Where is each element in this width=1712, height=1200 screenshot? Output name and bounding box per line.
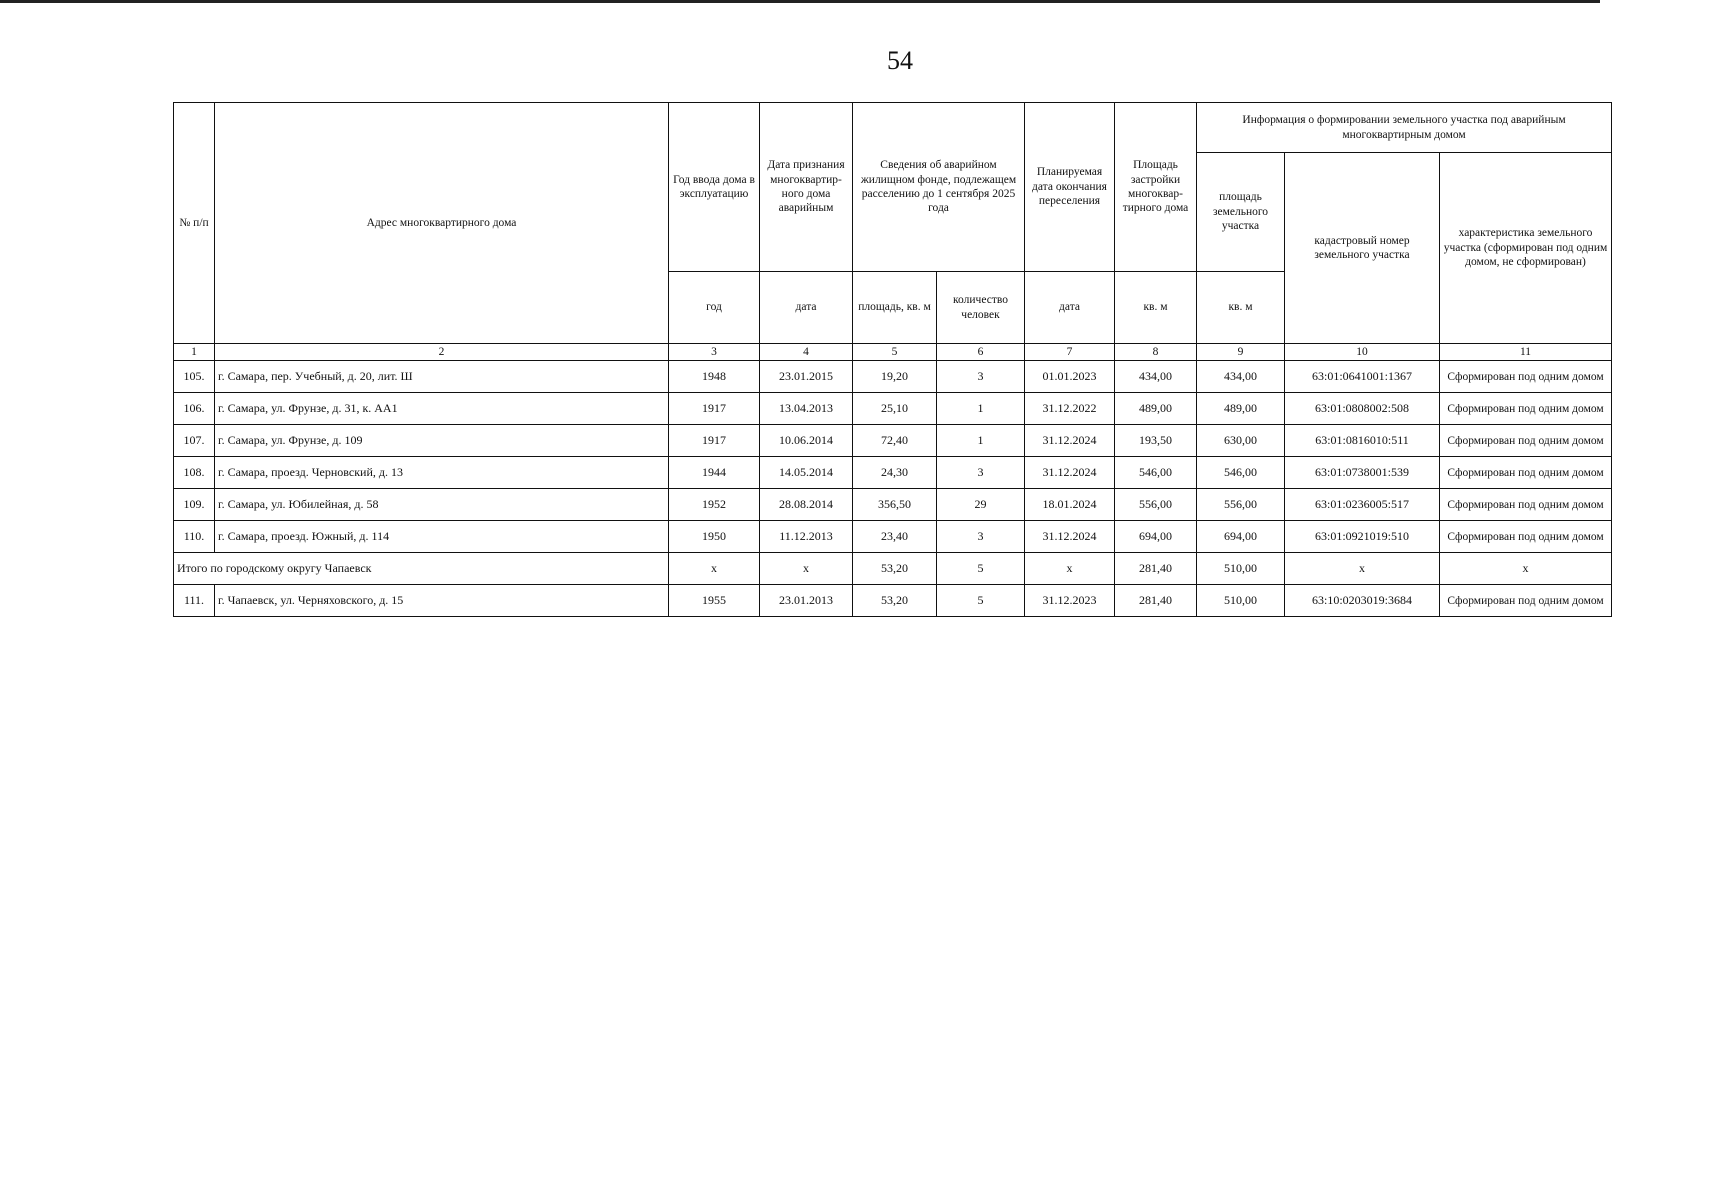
row-area: 19,20 xyxy=(853,361,937,393)
header-built-area: Площадь застройки многоквар-тирного дома xyxy=(1115,103,1197,272)
header-no: № п/п xyxy=(174,103,215,344)
column-number-row xyxy=(174,344,1612,361)
table-row xyxy=(174,393,1612,425)
row-year: 1948 xyxy=(669,361,760,393)
row-people: 1 xyxy=(937,393,1025,425)
header-land-info: Информация о формировании земельного участка под аварийным многоквартирным домом xyxy=(1197,103,1612,153)
header-unit-land-area: кв. м xyxy=(1197,272,1285,344)
column-number: 2 xyxy=(215,344,669,361)
column-number: 3 xyxy=(669,344,760,361)
header-year-in-service: Год ввода дома в эксплуатацию xyxy=(669,103,760,272)
row-land-area: 630,00 xyxy=(1197,425,1285,457)
header-unit-year: год xyxy=(669,272,760,344)
header-unit-built-area: кв. м xyxy=(1115,272,1197,344)
row-address: г. Самара, проезд. Черновский, д. 13 xyxy=(215,457,669,489)
row-land-area: 694,00 xyxy=(1197,521,1285,553)
row-cadastral: 63:01:0816010:511 xyxy=(1285,425,1440,457)
row-built-area: 193,50 xyxy=(1115,425,1197,457)
total-people: 5 xyxy=(937,553,1025,585)
table-row xyxy=(174,521,1612,553)
column-number: 6 xyxy=(937,344,1025,361)
header-cadastral: кадастровый номер земельного участка xyxy=(1285,153,1440,344)
row-people: 29 xyxy=(937,489,1025,521)
header-unit-area: площадь, кв. м xyxy=(853,272,937,344)
row-address: г. Самара, ул. Юбилейная, д. 58 xyxy=(215,489,669,521)
row-land-area: 510,00 xyxy=(1197,585,1285,617)
header-land-area: площадь земельного участка xyxy=(1197,153,1285,272)
row-characteristic: Сформирован под одним домом xyxy=(1440,361,1612,393)
column-number: 5 xyxy=(853,344,937,361)
row-year: 1917 xyxy=(669,393,760,425)
header-unit-planned-date: дата xyxy=(1025,272,1115,344)
row-area: 356,50 xyxy=(853,489,937,521)
total-characteristic: х xyxy=(1440,553,1612,585)
row-area: 25,10 xyxy=(853,393,937,425)
total-row xyxy=(174,553,1612,585)
row-recognition-date: 11.12.2013 xyxy=(760,521,853,553)
row-cadastral: 63:01:0641001:1367 xyxy=(1285,361,1440,393)
row-planned-date: 31.12.2024 xyxy=(1025,521,1115,553)
row-recognition-date: 10.06.2014 xyxy=(760,425,853,457)
row-number: 111. xyxy=(174,585,215,617)
row-built-area: 546,00 xyxy=(1115,457,1197,489)
row-land-area: 434,00 xyxy=(1197,361,1285,393)
row-characteristic: Сформирован под одним домом xyxy=(1440,393,1612,425)
row-address: г. Самара, ул. Фрунзе, д. 109 xyxy=(215,425,669,457)
table-row xyxy=(174,361,1612,393)
row-recognition-date: 13.04.2013 xyxy=(760,393,853,425)
row-cadastral: 63:01:0738001:539 xyxy=(1285,457,1440,489)
row-cadastral: 63:01:0808002:508 xyxy=(1285,393,1440,425)
row-area: 23,40 xyxy=(853,521,937,553)
column-number: 9 xyxy=(1197,344,1285,361)
table-row xyxy=(174,585,1612,617)
row-characteristic: Сформирован под одним домом xyxy=(1440,425,1612,457)
row-address: г. Самара, проезд. Южный, д. 114 xyxy=(215,521,669,553)
row-built-area: 556,00 xyxy=(1115,489,1197,521)
total-planned-date: х xyxy=(1025,553,1115,585)
total-recognition-date: х xyxy=(760,553,853,585)
row-cadastral: 63:10:0203019:3684 xyxy=(1285,585,1440,617)
row-characteristic: Сформирован под одним домом xyxy=(1440,457,1612,489)
row-characteristic: Сформирован под одним домом xyxy=(1440,585,1612,617)
row-number: 110. xyxy=(174,521,215,553)
row-built-area: 694,00 xyxy=(1115,521,1197,553)
row-year: 1917 xyxy=(669,425,760,457)
row-planned-date: 31.12.2024 xyxy=(1025,457,1115,489)
row-year: 1950 xyxy=(669,521,760,553)
total-built-area: 281,40 xyxy=(1115,553,1197,585)
column-number: 8 xyxy=(1115,344,1197,361)
row-people: 3 xyxy=(937,521,1025,553)
total-area: 53,20 xyxy=(853,553,937,585)
header-recognition-date: Дата признания многоквартир-ного дома аварийным xyxy=(760,103,853,272)
row-people: 3 xyxy=(937,361,1025,393)
row-characteristic: Сформирован под одним домом xyxy=(1440,521,1612,553)
emergency-housing-table xyxy=(173,102,1612,617)
row-built-area: 281,40 xyxy=(1115,585,1197,617)
header-address: Адрес многоквартирного дома xyxy=(215,103,669,344)
column-number: 1 xyxy=(174,344,215,361)
row-number: 107. xyxy=(174,425,215,457)
row-address: г. Самара, ул. Фрунзе, д. 31, к. АА1 xyxy=(215,393,669,425)
row-land-area: 556,00 xyxy=(1197,489,1285,521)
row-people: 1 xyxy=(937,425,1025,457)
page-number: 54 xyxy=(887,46,913,75)
table-row xyxy=(174,457,1612,489)
row-number: 105. xyxy=(174,361,215,393)
row-address: г. Чапаевск, ул. Черняховского, д. 15 xyxy=(215,585,669,617)
row-people: 3 xyxy=(937,457,1025,489)
row-number: 108. xyxy=(174,457,215,489)
row-planned-date: 18.01.2024 xyxy=(1025,489,1115,521)
row-recognition-date: 14.05.2014 xyxy=(760,457,853,489)
row-land-area: 489,00 xyxy=(1197,393,1285,425)
top-rule xyxy=(0,0,1600,3)
table-row xyxy=(174,425,1612,457)
row-planned-date: 01.01.2023 xyxy=(1025,361,1115,393)
header-unit-date: дата xyxy=(760,272,853,344)
column-number: 7 xyxy=(1025,344,1115,361)
header-emergency-fund: Сведения об аварийном жилищном фонде, подлежащем расселению до 1 сентября 2025 года xyxy=(853,103,1025,272)
row-recognition-date: 23.01.2013 xyxy=(760,585,853,617)
row-year: 1952 xyxy=(669,489,760,521)
row-built-area: 489,00 xyxy=(1115,393,1197,425)
column-number: 11 xyxy=(1440,344,1612,361)
row-cadastral: 63:01:0921019:510 xyxy=(1285,521,1440,553)
row-area: 53,20 xyxy=(853,585,937,617)
row-cadastral: 63:01:0236005:517 xyxy=(1285,489,1440,521)
row-characteristic: Сформирован под одним домом xyxy=(1440,489,1612,521)
table-row xyxy=(174,489,1612,521)
header-planned-end: Планируемая дата окончания переселения xyxy=(1025,103,1115,272)
header-land-characteristic: характеристика земельного участка (сформирован под одним домом, не сформирован) xyxy=(1440,153,1612,344)
column-number: 4 xyxy=(760,344,853,361)
header-unit-people: количество человек xyxy=(937,272,1025,344)
row-year: 1944 xyxy=(669,457,760,489)
row-people: 5 xyxy=(937,585,1025,617)
row-land-area: 546,00 xyxy=(1197,457,1285,489)
row-planned-date: 31.12.2022 xyxy=(1025,393,1115,425)
total-label: Итого по городскому округу Чапаевск xyxy=(174,553,669,585)
row-address: г. Самара, пер. Учебный, д. 20, лит. Ш xyxy=(215,361,669,393)
row-planned-date: 31.12.2024 xyxy=(1025,425,1115,457)
total-cadastral: х xyxy=(1285,553,1440,585)
row-recognition-date: 23.01.2015 xyxy=(760,361,853,393)
row-number: 109. xyxy=(174,489,215,521)
column-number: 10 xyxy=(1285,344,1440,361)
row-recognition-date: 28.08.2014 xyxy=(760,489,853,521)
row-area: 72,40 xyxy=(853,425,937,457)
row-area: 24,30 xyxy=(853,457,937,489)
row-year: 1955 xyxy=(669,585,760,617)
total-year: х xyxy=(669,553,760,585)
row-built-area: 434,00 xyxy=(1115,361,1197,393)
row-planned-date: 31.12.2023 xyxy=(1025,585,1115,617)
row-number: 106. xyxy=(174,393,215,425)
total-land-area: 510,00 xyxy=(1197,553,1285,585)
